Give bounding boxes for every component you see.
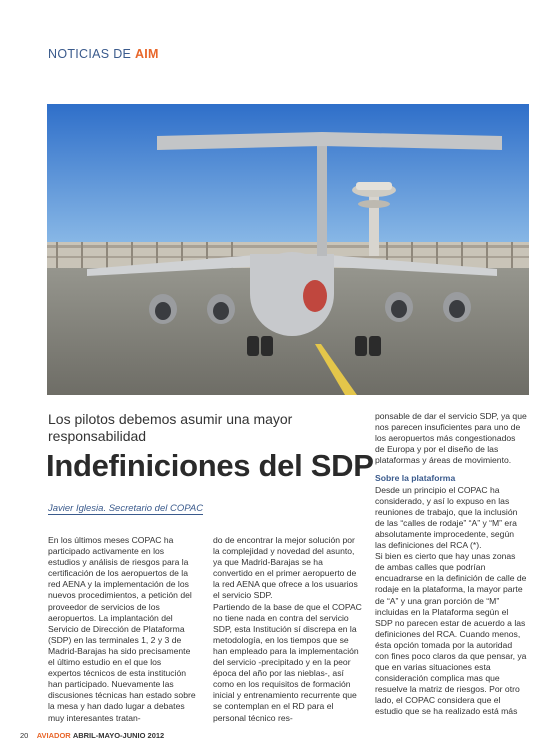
column-3-paragraph-1: ponsable de dar el servicio SDP, ya que nos parecen insuficientes para uno de los aeropuertos más congestionados de Europa y por el diseño de las plataformas y áreas de movimiento.	[375, 411, 527, 466]
article-column-2	[213, 535, 363, 724]
magazine-brand: AVIADOR	[36, 731, 71, 740]
section-name: AIM	[134, 47, 159, 61]
column-2-paragraph-1: do de encontrar la mejor solución por la complejidad y novedad del asunto, ya que Madrid-Barajas se ha convertido en el primer aeropuerto de la red AENA que ofrece a los usuarios el servicio SDP.	[213, 535, 358, 601]
column-3-paragraph-3: Si bien es cierto que hay unas zonas de ambas calles que podrían encuadrarse en la definición de calle de rodaje en la plataforma, la mayor parte de “A” y una gran porción de “M” incluidas en la Plataforma según el SDP no parecen estar de acuerdo a las definiciones del RCA. Cuando menos, ésta opción tomada por la autoridad con fines poco claros da que pensar, ya que en varias situaciones esta consideración complica mas que resuelve la matriz de riesgos. Por otro lado, el COPAC considera que el estudio que se ha realizado está más	[375, 551, 527, 717]
article-column-1	[48, 535, 196, 724]
page-number: 20	[20, 731, 29, 740]
page-footer	[20, 731, 164, 740]
article-subhead: Sobre la plataforma	[375, 473, 456, 484]
column-2-paragraph-2: Partiendo de la base de que el COPAC no tiene nada en contra del servicio SDP, esta Institución sí discrepa en la metodología, en los tiempos que se han empleado para la implementación del servicio -precipitado y en la peor época del año por las nieblas-, así como en los requisitos de formación inicial y entrenamiento recurrente que se contemplan en el RD para el personal técnico res-	[213, 601, 362, 723]
column-1-text: En los últimos meses COPAC ha participado activamente en los estudios y análisis de riesgos para la certificación de los aeropuertos de la red AENA y la implementación de los nuevos procedimientos, a petición del proveedor de servicios de los aeropuertos. La implantación del Servicio de Dirección de Plataforma (SDP) en las terminales 1, 2 y 3 de Madrid-Barajas ha sido precisamente el último estudio en el que los expertos técnicos de esta institución han participado. Nuevamente las discusiones técnicas han estado sobre la mesa y han dado lugar a debates muy interesantes tratan-	[48, 535, 196, 723]
article-kicker: Los pilotos debemos asumir una mayor responsabilidad	[48, 411, 293, 444]
column-3-paragraph-2: Desde un principio el COPAC ha considerado, y así lo expuso en las reuniones de trabajo, que la inclusión de las “calles de rodaje” “A” y “M” era absolutamente improcedente, según las definiciones del RCA (*).	[375, 484, 518, 551]
article-byline: Javier Iglesia. Secretario del COPAC	[48, 503, 204, 514]
article-headline: Indefiniciones del SDP	[46, 448, 374, 483]
magazine-logo-arc	[0, 0, 80, 24]
issue-date: ABRIL-MAYO-JUNIO 2012	[72, 731, 165, 740]
airport-photo	[47, 104, 529, 395]
section-prefix: NOTICIAS DE	[48, 47, 132, 61]
article-column-3	[375, 411, 527, 718]
section-title	[48, 47, 159, 61]
